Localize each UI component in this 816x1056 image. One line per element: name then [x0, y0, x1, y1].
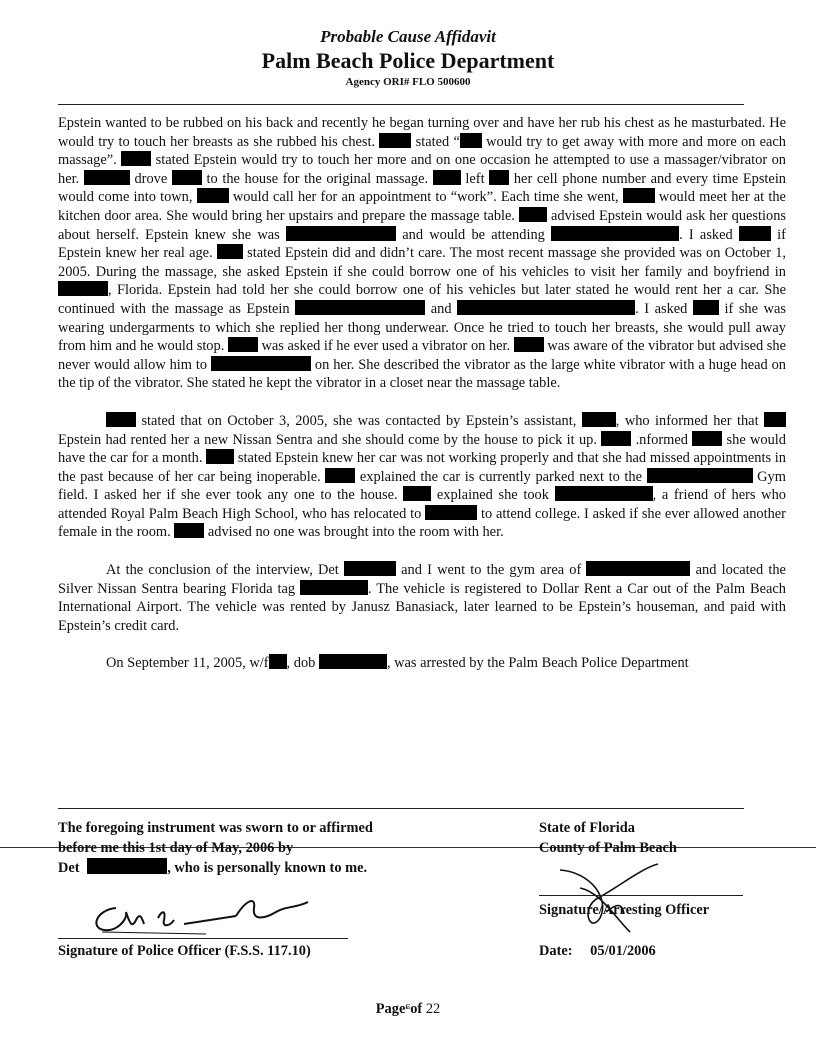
officer-signature-label: Signature of Police Officer (F.S.S. 117.10): [58, 943, 311, 959]
redaction: [206, 449, 234, 464]
paragraph-1: Epstein wanted to be rubbed on his back and recently he began turning over and have her rub his chest as he masturbated. He would try to touch her breasts as she rubbed his chest. stated “ would try to get away with more and more on each massage”. stated Epstein would try to touch her more and on one occasion he attempted to use a massager/vibrator on her. drove to the house for the original massage. left her cell phone number and every time Epstein would come into town, would call her for an appointment to “work”. Each time she went, would meet her at the kitchen door area. She would bring her upstairs and prepare the massage table. advised Epstein would ask her questions about herself. Epstein knew she was and would be attending . I asked if Epstein knew her real age. stated Epstein did and didn’t care. The most recent massage she provided was on October 1, 2005. During the massage, she asked Epstein if she could borrow one of his vehicles to visit her family and boyfriend in , Florida. Epstein had told her she could borrow one of his vehicles but later stated he would rent her a car. She continued with the massage as Epstein and . I asked if she was wearing undergarments to which she replied her thong underwear. Once he tried to touch her breasts, she would pull away from him and he would stop. was asked if he ever used a vibrator on her. was aware of the vibrator but advised she never would allow him to on her. She described the vibrator as the large white vibrator with a huge head on the tip of the vibrator. She stated he kept the vibrator in a closet near the massage table.: [58, 115, 787, 392]
redaction: [319, 654, 387, 669]
document-header: [0, 26, 816, 90]
jurisdiction-block: [539, 818, 789, 858]
officer-signature-left: [86, 890, 326, 940]
redaction: [325, 468, 355, 483]
redaction: [228, 337, 258, 352]
redaction: [300, 580, 368, 595]
redaction: [379, 133, 411, 148]
date-label: Date:: [539, 943, 573, 959]
redaction: [403, 486, 431, 501]
redaction: [58, 281, 108, 296]
redaction: [121, 151, 151, 166]
arresting-officer-label: Signature/Arresting Officer: [539, 902, 710, 918]
redaction: [692, 431, 722, 446]
redaction: [269, 654, 287, 669]
redaction: [174, 523, 204, 538]
affidavit-body: [58, 114, 786, 673]
header-divider: [58, 104, 744, 105]
signature-line-left: [58, 938, 348, 939]
redaction: [489, 170, 509, 185]
redaction: [106, 412, 136, 427]
redaction: [84, 170, 130, 185]
redaction: [286, 226, 396, 241]
signature-line-right: [539, 895, 743, 896]
redaction: [87, 858, 167, 874]
redaction: [582, 412, 616, 427]
redaction: [295, 300, 425, 315]
redaction: [764, 412, 786, 427]
redaction: [555, 486, 653, 501]
redaction: [172, 170, 202, 185]
paragraph-4: On September 11, 2005, w/f , dob , was arrested by the Palm Beach Police Department: [106, 655, 689, 672]
redaction: [457, 300, 635, 315]
redaction: [693, 300, 719, 315]
paragraph-3: At the conclusion of the interview, Det and I went to the gym area of and located the Silver Nissan Sentra bearing Florida tag . The vehicle is registered to Dollar Rent a Car out of the Palm Beach International Airport. The vehicle was rented by Janusz Banasiack, later learned to be Epstein’s houseman, and paid with Epstein’s credit card.: [58, 562, 786, 634]
redaction: [344, 561, 396, 576]
redaction: [425, 505, 477, 520]
redaction: [739, 226, 771, 241]
redaction: [519, 207, 547, 222]
date-row: [539, 943, 656, 960]
date-value: 05/01/2006: [590, 943, 656, 959]
redaction: [647, 468, 753, 483]
redaction: [217, 244, 243, 259]
document-type-title: Probable Cause Affidavit: [320, 27, 496, 46]
redaction: [623, 188, 655, 203]
department-name: Palm Beach Police Department: [261, 48, 555, 73]
redaction: [586, 561, 690, 576]
redaction: [197, 188, 229, 203]
redaction: [211, 356, 311, 371]
agency-ori: Agency ORI# FLO 500600: [345, 76, 471, 88]
page-number: Page$^ɕ$of 22: [375, 1000, 441, 1017]
redaction: [551, 226, 679, 241]
paragraph-2: stated that on October 3, 2005, she was contacted by Epstein’s assistant, , who informed her that Epstein had rented her a new Nissan Sentra and she should come by the house to pick it up. .nformed she would have the car for a month. stated Epstein knew her car was not working properly and that she had missed appointments in the past because of her car being inoperable. explained the car is currently parked next to the Gym field. I asked her if she ever took any one to the house. explained she took , a friend of hers who attended Royal Palm Beach High School, who has relocated to to attend college. I asked if she ever allowed another female in the room. advised no one was brought into the room with her.: [58, 412, 787, 541]
redaction: [514, 337, 544, 352]
redaction: [433, 170, 461, 185]
redaction: [460, 133, 482, 148]
county-label: County of Palm Beach: [539, 840, 677, 856]
officer-signature-right: [550, 858, 690, 938]
footer-divider: [58, 808, 744, 809]
state-label: State of Florida: [539, 820, 635, 836]
handwritten-page-number: ɕ: [405, 1000, 411, 1012]
sworn-statement: The foregoing instrument was sworn to or affirmed before me this 1st day of May, 2006 by Det , who is personally known to me.: [58, 820, 373, 876]
redaction: [601, 431, 631, 446]
